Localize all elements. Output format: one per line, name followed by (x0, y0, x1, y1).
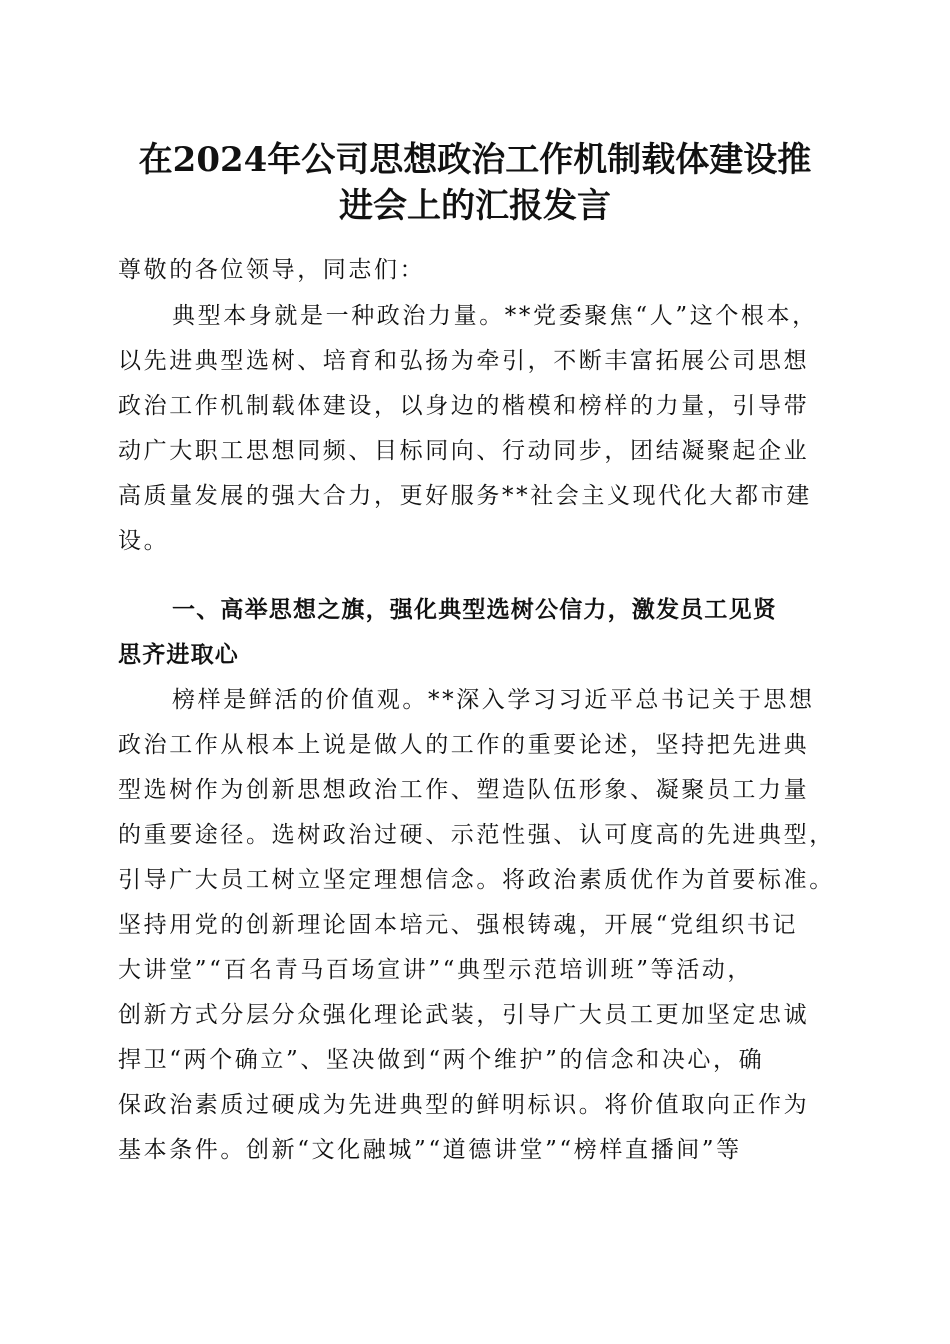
document-title-line-2: 进会上的汇报发言 (339, 186, 611, 226)
section-paragraph-line: 保政治素质过硬成为先进典型的鲜明标识。将价值取向正作为 (118, 1092, 810, 1118)
section-paragraph-line: 榜样是鲜活的价值观。**深入学习习近平总书记关于思想 (172, 687, 815, 713)
intro-paragraph-line: 政治工作机制载体建设，以身边的楷模和榜样的力量，引导带 (118, 393, 810, 419)
section-paragraph-line: 引导广大员工树立坚定理想信念。将政治素质优作为首要标准。 (118, 867, 835, 893)
intro-paragraph-line: 典型本身就是一种政治力量。**党委聚焦“人”这个根本， (172, 303, 818, 329)
section-heading-line-2: 思齐进取心 (118, 642, 239, 668)
section-paragraph-line: 型选树作为创新思想政治工作、塑造队伍形象、凝聚员工力量 (118, 777, 810, 803)
section-paragraph-line: 基本条件。创新“文化融城”“道德讲堂”“榜样直播间”等 (118, 1137, 742, 1163)
intro-paragraph-line: 以先进典型选树、培育和弘扬为牵引，不断丰富拓展公司思想 (118, 348, 810, 374)
section-paragraph-line: 大讲堂”“百名青马百场宣讲”“典型示范培训班”等活动， (118, 957, 753, 983)
document-title-line-1: 在2024年公司思想政治工作机制载体建设推 (138, 140, 812, 180)
section-paragraph-line: 坚持用党的创新理论固本培元、强根铸魂，开展“党组织书记 (118, 912, 798, 938)
section-paragraph-line: 政治工作从根本上说是做人的工作的重要论述，坚持把先进典 (118, 732, 810, 758)
section-paragraph-line: 创新方式分层分众强化理论武装，引导广大员工更加坚定忠诚 (118, 1002, 810, 1028)
section-heading-line-1: 一、高举思想之旗，强化典型选树公信力，激发员工见贤 (172, 597, 777, 623)
section-paragraph-line: 捍卫“两个确立”、坚决做到“两个维护”的信念和决心，确 (118, 1047, 765, 1073)
greeting: 尊敬的各位领导，同志们： (118, 257, 426, 283)
intro-paragraph-line: 动广大职工思想同频、目标同向、行动同步，团结凝聚起企业 (118, 438, 810, 464)
section-paragraph-line: 的重要途径。选树政治过硬、示范性强、认可度高的先进典型， (118, 822, 835, 848)
intro-paragraph-line: 高质量发展的强大合力，更好服务**社会主义现代化大都市建 (118, 483, 812, 509)
intro-paragraph-line: 设。 (118, 528, 170, 554)
